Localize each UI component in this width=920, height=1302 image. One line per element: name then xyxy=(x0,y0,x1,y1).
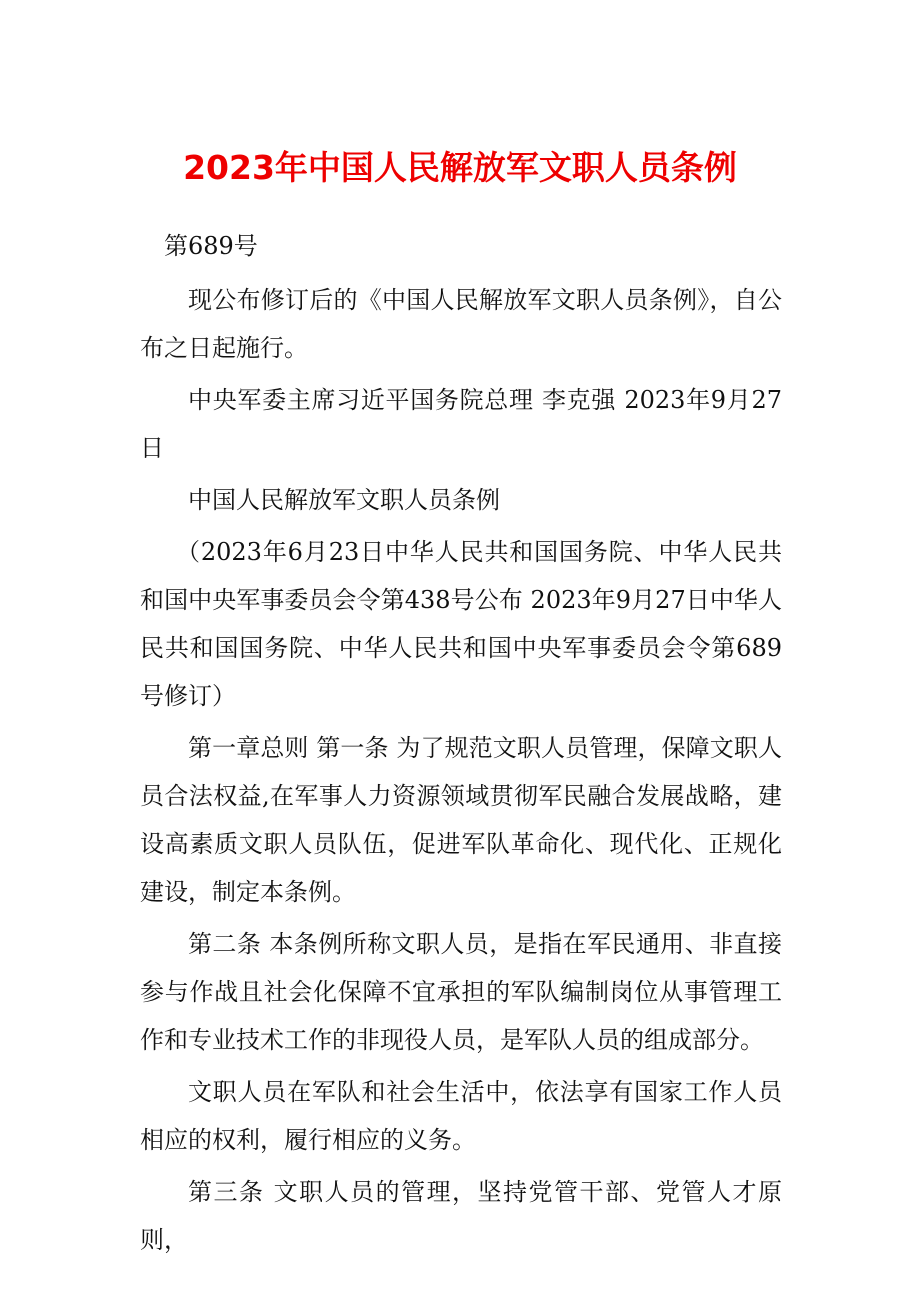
revision-history-paragraph: （2023年6月23日中华人民共和国国务院、中华人民共和国中央军事委员会令第438号公布 2023年9月27日中华人民共和国国务院、中华人民共和国中央军事委员会令第689号修订） xyxy=(140,538,782,710)
rights-obligations-paragraph: 文职人员在军队和社会生活中，依法享有国家工作人员相应的权利，履行相应的义务。 xyxy=(140,1078,782,1154)
document-title: 2023年中国人民解放军文职人员条例 xyxy=(183,148,737,187)
document-body xyxy=(140,222,782,1268)
regulation-name: 中国人民解放军文职人员条例 xyxy=(188,486,500,514)
signatories-paragraph: 中央军委主席习近平国务院总理 李克强 2023年9月27日 xyxy=(140,386,782,462)
article-2-paragraph: 第二条 本条例所称文职人员，是指在军民通用、非直接参与作战且社会化保障不宜承担的军队编制岗位从事管理工作和专业技术工作的非现役人员，是军队人员的组成部分。 xyxy=(140,930,782,1054)
article-3-paragraph: 第三条 文职人员的管理，坚持党管干部、党管人才原则， xyxy=(140,1178,782,1254)
article-1-paragraph: 第一章总则 第一条 为了规范文职人员管理，保障文职人员合法权益,在军事人力资源领域贯彻军民融合发展战略，建设高素质文职人员队伍，促进军队革命化、现代化、正规化建设，制定本条例。 xyxy=(140,734,782,906)
promulgation-paragraph: 现公布修订后的《中国人民解放军文职人员条例》，自公布之日起施行。 xyxy=(140,286,782,362)
order-number: 第689号 xyxy=(164,232,258,260)
